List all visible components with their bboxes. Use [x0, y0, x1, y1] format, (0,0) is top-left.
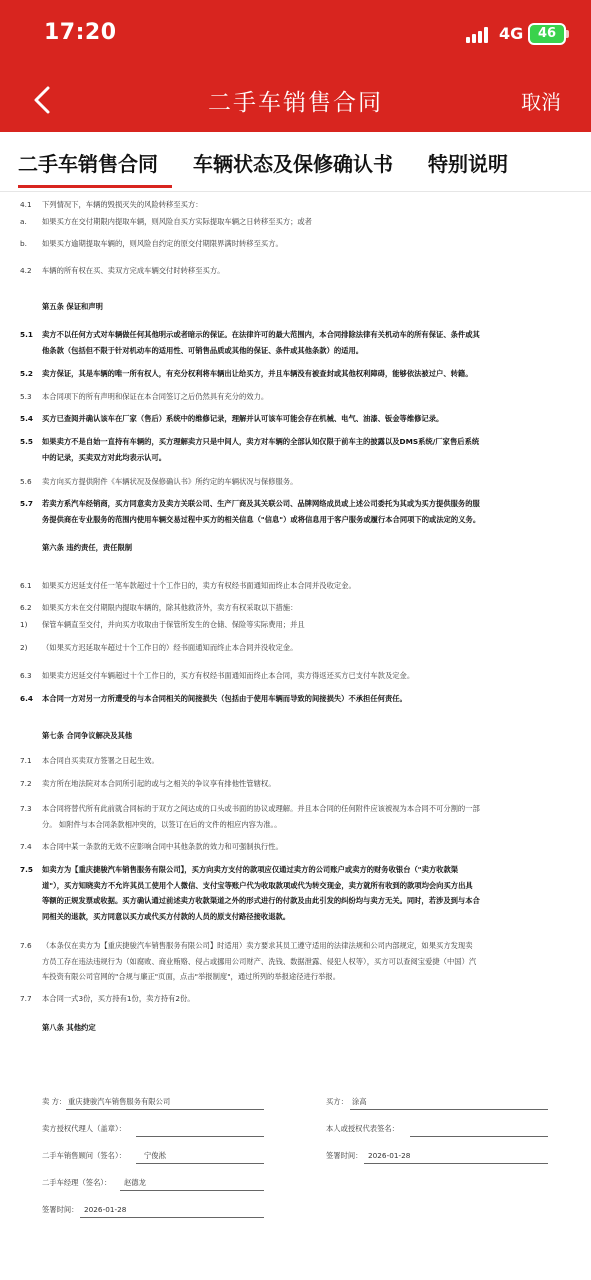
manager-line [120, 1190, 264, 1191]
clause-text: 同相关的退款，买方同意以买方或代买方付款的人员的原支付路径接收退款。 [42, 911, 291, 921]
clause-number: 5.4 [20, 414, 33, 423]
seller-rep-label: 卖方授权代理人（盖章）： [42, 1124, 126, 1133]
seller-name: 重庆捷骏汽车销售服务有限公司 [68, 1097, 171, 1106]
status-bar [0, 0, 591, 70]
clause-text: 他条款（包括但不限于针对机动车的适用性、可销售品质或其他的保证、条件或其他条款）的适用。 [42, 345, 364, 355]
clause-number: 7.3 [20, 804, 32, 813]
buyer-name: 涂高 [352, 1097, 367, 1106]
clause-number: 6.4 [20, 694, 33, 703]
clause-number: 6.2 [20, 603, 32, 612]
clause-text: 道"），买方知晓卖方不允许其员工使用个人微信、支付宝等账户代为收取款项或代为转交现金，卖方就所有收到的款项均会向买方出具 [42, 880, 473, 890]
clause-text: 务提供商在专业服务的范围内使用车辆交易过程中买方的相关信息（"信息"）或将信息用于客户服务或履行本合同项下的或法定的义务。 [42, 514, 481, 524]
buyer-rep-label: 本人或授权代表签名： [326, 1124, 399, 1133]
tab-sales-contract[interactable]: 二手车销售合同 [18, 152, 158, 176]
seller-rep-line [136, 1136, 264, 1137]
clause-text: 本合同项下的所有声明和保证在本合同签订之后仍然具有充分的效力。 [42, 392, 269, 401]
clause-number: 5.7 [20, 499, 33, 508]
tab-bar [0, 132, 591, 192]
clause-text: 保管车辆直至交付，并向买方收取由于保管所发生的仓储、保险等实际费用；并且 [42, 620, 305, 629]
clause-text: 本合同一式3份，买方持有1份，卖方持有2份。 [42, 994, 195, 1003]
clause-text: 卖方保证，其是车辆的唯一所有权人，有充分权利将车辆出让给买方，并且车辆没有被查封或其他权利障碍，能够依法被过户、转籍。 [42, 369, 473, 378]
clause-text: 如卖方为【重庆捷骏汽车销售服务有限公司】，买方向卖方支付的款项应仅通过卖方的公司账户或卖方的财务收银台（"卖方收款渠 [42, 865, 459, 874]
clause-text: 如果卖方不是自始一直持有车辆的，买方理解卖方只是中间人，卖方对车辆的全部认知仅限于前车主的披露以及DMS系统/厂家售后系统 [42, 437, 480, 446]
tab-special-notes[interactable]: 特别说明 [428, 152, 508, 176]
clause-text: 中的记录，买卖双方对此均表示认可。 [42, 452, 167, 462]
clause-text: 卖方向买方提供附件《车辆状况及保修确认书》所约定的车辆状况与保修服务。 [42, 477, 298, 486]
clause-number: b. [20, 239, 27, 248]
clause-text: 方员工存在违法违规行为（如腐败、商业贿赂、侵占或挪用公司财产、洗钱、数据泄露、侵犯人权等），买方可以查阅宝爱捷（中国）汽 [42, 956, 477, 966]
buyer-line [350, 1109, 548, 1110]
clause-number: 7.6 [20, 941, 32, 950]
clause-number: 5.6 [20, 477, 32, 486]
clause-number: 5.5 [20, 437, 33, 446]
clause-number: 5.1 [20, 330, 33, 339]
clause-text: 下列情况下，车辆的毁损灭失的风险转移至买方： [42, 200, 203, 209]
buyer-rep-line [410, 1136, 548, 1137]
buyer-date-line [364, 1163, 548, 1164]
clause-text: 如果买方在交付期限内提取车辆，则风险自买方实际提取车辆之日转移至买方；或者 [42, 217, 312, 226]
buyer-label: 买方： [326, 1097, 348, 1106]
clause-number: 7.1 [20, 756, 32, 765]
page-title: 二手车销售合同 [208, 90, 383, 116]
network-type: 4G [499, 24, 524, 43]
seller-date-label: 签署时间： [42, 1205, 79, 1214]
clause-text: 如果卖方迟延交付车辆超过十个工作日的，买方有权经书面通知而终止本合同，卖方得返还买方已支付车款及定金。 [42, 671, 415, 680]
consultant-label: 二手车销售顾问（签名）： [42, 1151, 126, 1160]
battery-icon: 46 [528, 23, 566, 45]
consultant-line [136, 1163, 264, 1164]
clause-text: 买方已查阅并确认该车在厂家（售后）系统中的维修记录，理解并认可该车可能会存在机械、电气、油漆、钣金等维修记录。 [42, 414, 444, 423]
clause-number: 5.2 [20, 369, 33, 378]
clause-number: 7.2 [20, 779, 32, 788]
manager-label: 二手车经理（签名）： [42, 1178, 112, 1187]
clause-number: 2) [20, 643, 28, 652]
section-heading: 第六条 违约责任，责任限制 [42, 543, 133, 552]
tab-condition-warranty[interactable]: 车辆状态及保修确认书 [193, 152, 393, 176]
seller-date-line [80, 1217, 264, 1218]
nav-bar [0, 70, 591, 132]
clause-number: 4.2 [20, 266, 32, 275]
seller-date: 2026-01-28 [84, 1205, 127, 1214]
clause-text: 如果买方逾期提取车辆的，则风险自约定的原交付期限界满时转移至买方。 [42, 239, 283, 248]
battery-tip [566, 30, 569, 38]
buyer-date: 2026-01-28 [368, 1151, 411, 1160]
clause-text: 分。 如附件与本合同条款相冲突的，以签订在后的文件的相应内容为准。。 [42, 819, 282, 829]
clause-text: 如果买方未在交付期限内提取车辆的，除其他救济外，卖方有权采取以下措施： [42, 603, 298, 612]
seller-line [66, 1109, 264, 1110]
clause-text: （本条仅在卖方为【重庆捷骏汽车销售服务有限公司】时适用）卖方要求其员工遵守适用的法律法规和公司内部规定，如果买方发现卖 [42, 941, 473, 950]
consultant-name: 宁俊淞 [144, 1151, 166, 1160]
clause-number: 7.5 [20, 865, 33, 874]
clause-text: 本合同自买卖双方签署之日起生效。 [42, 756, 159, 765]
clause-number: a. [20, 217, 27, 226]
manager-name: 赵德龙 [124, 1178, 146, 1187]
active-tab-indicator [18, 185, 172, 188]
clause-text: （如果买方迟延取车超过十个工作日的）经书面通知而终止本合同并没收定金。 [42, 643, 298, 652]
clause-number: 4.1 [20, 200, 32, 209]
clause-text: 车辆的所有权在买、卖双方完成车辆交付时转移至买方。 [42, 266, 225, 275]
buyer-date-label: 签署时间： [326, 1151, 363, 1160]
clause-text: 本合同一方对另一方所遭受的与本合同相关的间接损失（包括由于使用车辆而导致的间接损失）不承担任何责任。 [42, 694, 407, 703]
clause-text: 若卖方系汽车经销商，买方同意卖方及卖方关联公司、生产厂商及其关联公司、品牌网络成员或上述公司委托为其或为买方提供服务的服 [42, 499, 480, 508]
clause-number: 7.4 [20, 842, 32, 851]
signal-icon [466, 27, 494, 43]
clause-number: 1) [20, 620, 28, 629]
section-heading: 第五条 保证和声明 [42, 302, 103, 311]
clause-text: 等额的正规发票或收据。买方确认通过前述卖方收款渠道之外的形式进行的付款及由此引发的纠纷均与卖方无关。同时，若涉及到与本合 [42, 896, 480, 905]
clause-number: 6.3 [20, 671, 32, 680]
clause-text: 卖方不以任何方式对车辆做任何其他明示或者暗示的保证。在法律许可的最大范围内，本合同排除法律有关机动车的所有保证、条件或其 [42, 330, 480, 339]
section-heading: 第八条 其他约定 [42, 1023, 96, 1032]
clause-text: 本合同中某一条款的无效不应影响合同中其他条款的效力和可强制执行性。 [42, 842, 283, 851]
clause-text: 车投资有限公司官网的"合规与廉正"页面，点击"举报制度"，通过所列的举报途径进行举报。 [42, 972, 341, 981]
clause-text: 卖方所在地法院对本合同所引起的或与之相关的争议享有排他性管辖权。 [42, 779, 276, 788]
clause-number: 6.1 [20, 581, 32, 590]
status-time: 17:20 [44, 20, 117, 45]
clause-text: 本合同将替代所有此前就合同标的于双方之间达成的口头或书面的协议或理解。并且本合同的任何附件应该被视为本合同不可分割的一部 [42, 804, 480, 813]
cancel-button[interactable]: 取消 [521, 90, 561, 114]
clause-number: 5.3 [20, 392, 32, 401]
seller-label: 卖 方： [42, 1097, 67, 1106]
section-heading: 第七条 合同争议解决及其他 [42, 731, 133, 740]
clause-number: 7.7 [20, 994, 32, 1003]
clause-text: 如果买方迟延支付任一笔车款超过十个工作日的，卖方有权经书面通知而终止本合同并没收定金。 [42, 581, 356, 590]
